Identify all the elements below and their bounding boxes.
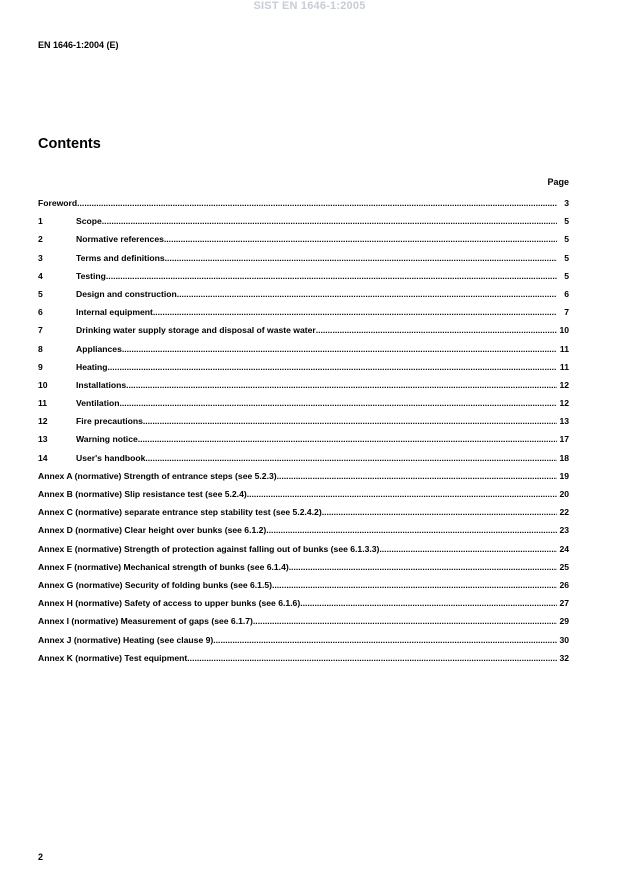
toc-entry-number: 9 [38, 361, 43, 372]
dot-leader [316, 321, 557, 339]
toc-entry-title: Annex F (normative) Mechanical strength of bunks (see 6.1.4) [38, 561, 289, 572]
toc-entry[interactable] [38, 631, 569, 649]
toc-entry-title: Warning notice [76, 434, 138, 445]
toc-entry[interactable] [38, 503, 569, 521]
toc-entry-page: 27 [559, 598, 569, 609]
toc-entry-page: 19 [559, 470, 569, 481]
dot-leader [122, 340, 557, 358]
toc-entry-page: 5 [564, 252, 569, 263]
toc-entry-page: 5 [564, 270, 569, 281]
toc-entry-number: 12 [38, 416, 48, 427]
toc-entry-number: 14 [38, 452, 48, 463]
dot-leader [119, 394, 557, 412]
dot-leader [145, 449, 557, 467]
dot-leader [289, 558, 557, 576]
toc-entry-title: Drinking water supply storage and disposal of waste water [76, 325, 316, 336]
toc-entry-title: User's handbook [76, 452, 146, 463]
toc-entry[interactable] [38, 594, 569, 612]
toc-entry-title: Foreword [38, 198, 78, 208]
toc-entry-number: 6 [38, 307, 43, 318]
toc-entry-title: Annex J (normative) Heating (see clause 9) [38, 634, 214, 645]
toc-entry-page: 13 [559, 416, 569, 427]
toc-entry-title: Annex I (normative) Measurement of gaps (see 6.1.7) [38, 616, 253, 627]
toc-entry-title: Ventilation [76, 398, 120, 409]
toc-entry-number: 1 [38, 216, 43, 227]
toc-entry-number: 13 [38, 434, 48, 445]
dot-leader [77, 194, 557, 212]
toc-entry-title: Internal equipment [76, 307, 153, 318]
toc-entry[interactable] [38, 649, 569, 667]
toc-entry[interactable] [38, 249, 569, 267]
toc-entry-title: Design and construction [76, 288, 177, 299]
dot-leader [143, 412, 557, 430]
toc-entry-page: 30 [559, 634, 569, 645]
toc-entry[interactable] [38, 449, 569, 467]
dot-leader [138, 430, 557, 448]
toc-entry[interactable] [38, 376, 569, 394]
toc-entry-number: 7 [38, 325, 43, 336]
toc-entry-title: Annex K (normative) Test equipment [38, 652, 188, 663]
toc-entry-page: 22 [559, 507, 569, 518]
toc-entry-number: 4 [38, 270, 43, 281]
page-title: Contents [38, 136, 101, 152]
toc-entry-page: 17 [559, 434, 569, 445]
toc-entry[interactable] [38, 485, 569, 503]
dot-leader [300, 594, 557, 612]
dot-leader [272, 576, 557, 594]
toc-entry-title: Testing [76, 270, 106, 281]
toc-entry-page: 11 [559, 361, 569, 372]
toc-entry-page: 10 [559, 325, 569, 336]
toc-entry-number: 8 [38, 343, 43, 354]
dot-leader [164, 230, 557, 248]
toc-entry[interactable] [38, 394, 569, 412]
toc-entry-number: 10 [38, 379, 48, 390]
dot-leader [187, 649, 557, 667]
table-of-contents [38, 194, 569, 667]
dot-leader [379, 540, 557, 558]
toc-entry-title: Annex D (normative) Clear height over bunks (see 6.1.2) [38, 525, 267, 536]
toc-entry-page: 12 [559, 398, 569, 409]
toc-entry[interactable] [38, 321, 569, 339]
toc-entry-title: Appliances [76, 343, 122, 354]
toc-entry-page: 23 [559, 525, 569, 536]
toc-entry-page: 24 [559, 543, 569, 554]
toc-entry[interactable] [38, 576, 569, 594]
toc-entry-page: 20 [559, 489, 569, 499]
toc-entry[interactable] [38, 230, 569, 248]
toc-entry-title: Terms and definitions [76, 252, 165, 263]
dot-leader [153, 303, 557, 321]
toc-entry-page: 11 [559, 343, 569, 354]
dot-leader [213, 631, 557, 649]
toc-entry[interactable] [38, 267, 569, 285]
toc-entry-page: 32 [559, 652, 569, 663]
toc-entry-title: Normative references [76, 234, 164, 245]
toc-entry[interactable] [38, 194, 569, 212]
toc-entry-title: Annex C (normative) separate entrance step stability test (see 5.2.4.2) [38, 507, 322, 518]
dot-leader [102, 212, 557, 230]
toc-entry[interactable] [38, 358, 569, 376]
toc-entry-page: 5 [564, 234, 569, 245]
toc-entry[interactable] [38, 412, 569, 430]
toc-entry[interactable] [38, 467, 569, 485]
dot-leader [322, 503, 557, 521]
page-number: 2 [38, 852, 44, 862]
toc-entry-number: 11 [38, 398, 48, 409]
toc-entry-page: 12 [559, 379, 569, 390]
dot-leader [253, 612, 557, 630]
toc-entry[interactable] [38, 558, 569, 576]
dot-leader [266, 521, 557, 539]
dot-leader [247, 485, 557, 503]
toc-entry-title: Scope [76, 216, 102, 227]
toc-entry[interactable] [38, 303, 569, 321]
toc-entry-page: 18 [559, 452, 569, 463]
toc-entry[interactable] [38, 521, 569, 539]
toc-entry[interactable] [38, 285, 569, 303]
toc-entry-title: Heating [76, 361, 108, 372]
toc-entry-title: Annex H (normative) Safety of access to upper bunks (see 6.1.6) [38, 598, 301, 609]
document-reference: EN 1646-1:2004 (E) [38, 40, 119, 50]
dot-leader [108, 358, 557, 376]
toc-entry-title: Annex A (normative) Strength of entrance steps (see 5.2.3) [38, 470, 277, 481]
dot-leader [126, 376, 557, 394]
toc-entry-page: 5 [564, 216, 569, 227]
toc-entry-title: Fire precautions [76, 416, 143, 427]
toc-entry-page: 3 [564, 198, 569, 208]
toc-entry-title: Annex B (normative) Slip resistance test (see 5.2.4) [38, 489, 247, 499]
toc-entry-title: Annex G (normative) Security of folding bunks (see 6.1.5) [38, 579, 272, 590]
toc-entry-title: Installations [76, 379, 127, 390]
toc-entry-number: 3 [38, 252, 43, 263]
dot-leader [106, 267, 557, 285]
toc-entry[interactable] [38, 612, 569, 630]
page-column-label: Page [547, 177, 569, 187]
toc-entry-title: Annex E (normative) Strength of protection against falling out of bunks (see 6.1.3.3) [38, 543, 380, 554]
dot-leader [277, 467, 557, 485]
watermark: SIST EN 1646-1:2005 [253, 0, 366, 12]
toc-entry-page: 29 [559, 616, 569, 627]
dot-leader [177, 285, 557, 303]
toc-entry-page: 7 [564, 307, 569, 318]
toc-entry-page: 26 [559, 579, 569, 590]
toc-entry[interactable] [38, 340, 569, 358]
toc-entry-number: 5 [38, 288, 43, 299]
dot-leader [165, 249, 557, 267]
toc-entry[interactable] [38, 212, 569, 230]
toc-entry-number: 2 [38, 234, 43, 245]
toc-entry[interactable] [38, 430, 569, 448]
toc-entry-page: 6 [564, 288, 569, 299]
toc-entry-page: 25 [559, 561, 569, 572]
toc-entry[interactable] [38, 540, 569, 558]
